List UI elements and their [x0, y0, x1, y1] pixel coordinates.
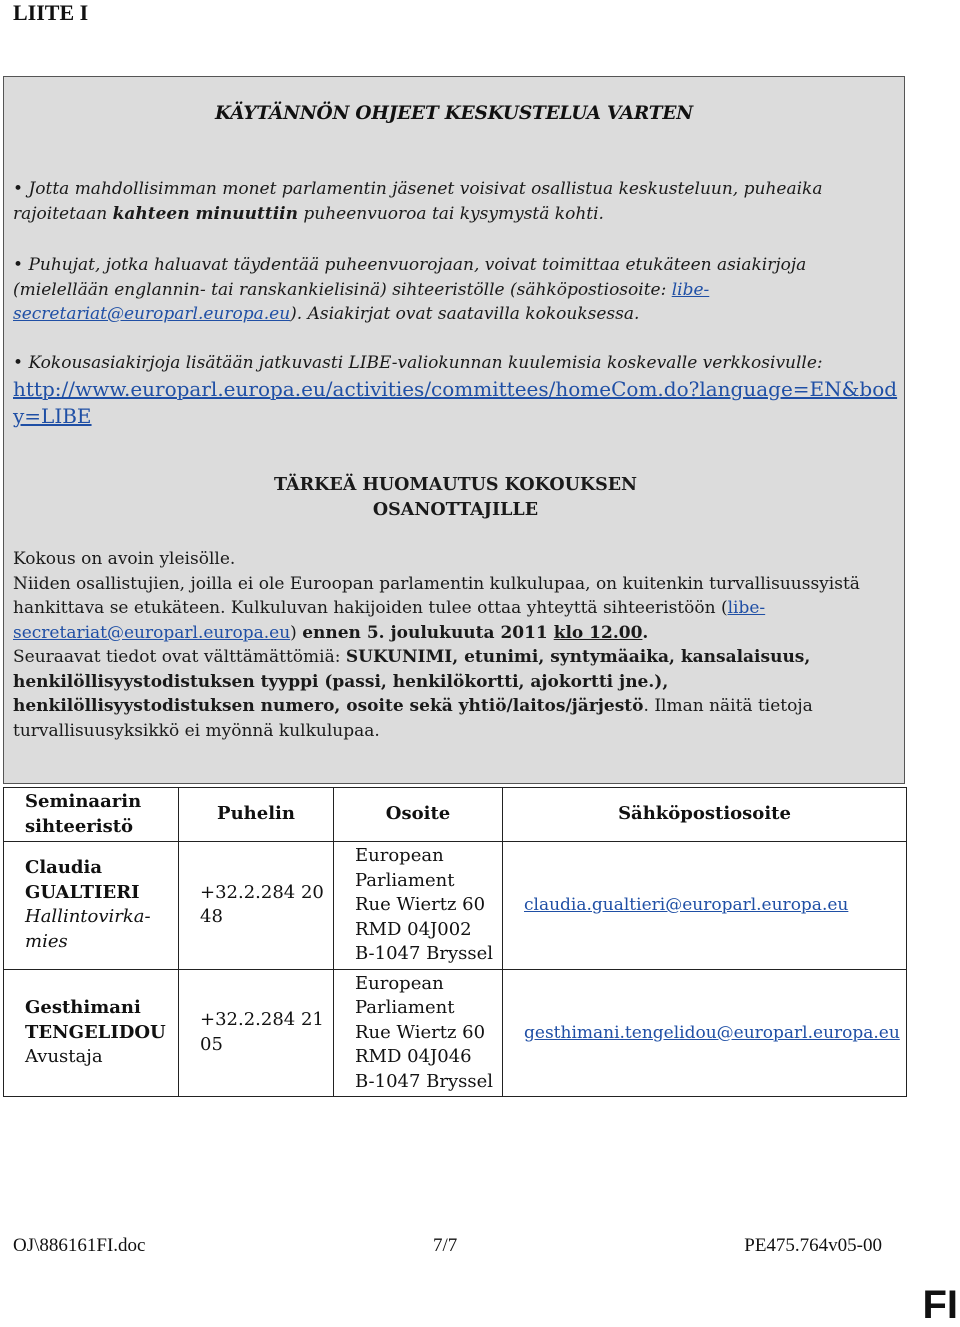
address-line: RMD 04J002 [355, 918, 472, 940]
address-line: B-1047 Bryssel [355, 1070, 494, 1092]
contact-role: Avustaja [25, 1046, 103, 1067]
contact-last-name: GUALTIERI [25, 881, 140, 903]
bullet-icon: • [13, 353, 24, 373]
header-secretariat: Seminaarin sihteeristö [4, 788, 179, 842]
bullet-icon: • [13, 179, 24, 199]
notice-public: Kokous on avoin yleisölle. [13, 549, 236, 569]
libe-website-link[interactable]: http://www.europarl.europa.eu/activities/committees/homeCom.do?language=EN&body=LIBE [13, 376, 898, 428]
address-line: Parliament [355, 997, 455, 1018]
contact-email-link[interactable]: gesthimani.tengelidou@europarl.europa.eu [524, 1022, 900, 1043]
notice-deadline: ennen 5. joulukuuta 2011 [302, 622, 554, 643]
notice-email-link[interactable]: libe-secretariat@europarl.europa.eu [13, 598, 766, 643]
bullet-icon: • [13, 255, 24, 275]
bullet-website [13, 351, 898, 431]
notice-required-text: Seuraavat tiedot ovat välttämättömiä: [13, 647, 346, 667]
address-line: RMD 04J046 [355, 1046, 472, 1067]
language-code: FI [922, 1283, 958, 1327]
contact-phone: +32.2.284 21 05 [179, 969, 334, 1097]
secretariat-contacts-table [3, 787, 907, 1097]
notice-required-tail: . Ilman näitä tietoja turvallisuusyksikkö ei myönnä kulkulupaa. [13, 696, 813, 741]
bullet1-text: Jotta mahdollisimman monet parlamentin jäsenet voisivat osallistua keskusteluun, puheaika rajoitetaan [13, 179, 823, 224]
header-phone: Puhelin [179, 788, 334, 842]
contact-last-name: TENGELIDOU [25, 1021, 166, 1043]
contact-name-cell [4, 969, 179, 1097]
annex-title: LIITE I [13, 0, 89, 25]
table-row [4, 842, 907, 970]
contact-phone: +32.2.284 20 48 [179, 842, 334, 970]
notice-required-fields: SUKUNIMI, etunimi, syntymäaika, kansalaisuus, henkilöllisyystodistuksen tyyppi (passi, henkilökortti, ajokortti jne.), henkilöllisyystodistuksen numero, osoite sekä yhtiö/laitos/järjestö [13, 647, 811, 716]
address-line: European [355, 972, 444, 994]
address-line: Rue Wiertz 60 [355, 894, 486, 915]
bullet1-bold: kahteen minuuttiin [112, 203, 298, 224]
contact-address [334, 969, 503, 1097]
notice-required-info [13, 645, 898, 743]
notice-deadline-dot: . [642, 622, 649, 643]
header-email: Sähköpostiosoite [503, 788, 907, 842]
footer-pe-ref: PE475.764v05-00 [744, 1235, 882, 1256]
notice-access-text: Niiden osallistujien, joilla ei ole Euroopan parlamentin kulkulupaa, on kuitenkin turvallisuussyistä hankittava se etukäteen. Kulkuluvan hakijoiden tulee ottaa yhteyttä sihteeristöön ( [13, 573, 860, 618]
bullet-documents [13, 253, 898, 327]
bullet1-tail: puheenvuoroa tai kysymystä kohti. [298, 203, 604, 224]
secretariat-email-link[interactable]: libe-secretariat@europarl.europa.eu [13, 279, 710, 324]
table-row [4, 969, 907, 1097]
address-line: B-1047 Bryssel [355, 943, 494, 964]
box-heading: KÄYTÄNNÖN OHJEET KESKUSTELUA VARTEN [215, 103, 693, 124]
practical-instructions-box [3, 76, 905, 784]
address-line: European [355, 845, 444, 866]
notice-access-pass [13, 572, 898, 646]
contact-first-name: Claudia [25, 857, 103, 879]
contact-role: Hallintovirka-mies [25, 906, 151, 952]
contact-email-cell [503, 842, 907, 970]
bullet2-tail: ). Asiakirjat ovat saatavilla kokouksessa. [290, 304, 640, 324]
notice-body [13, 547, 898, 743]
notice-heading-line2: OSANOTTAJILLE [372, 500, 539, 520]
contact-email-cell [503, 969, 907, 1097]
notice-heading [13, 473, 898, 523]
bullet3-text: Kokousasiakirjoja lisätään jatkuvasti LIBE-valiokunnan kuulemisia koskevalle verkkosivulle: [28, 353, 823, 373]
header-address: Osoite [334, 788, 503, 842]
bullet2-text: Puhujat, jotka haluavat täydentää puheenvuorojaan, voivat toimittaa etukäteen asiakirjoja (mielellään englannin- tai ranskankielisinä) sihteeristölle (sähköpostiosoite: [13, 255, 807, 300]
contact-address [334, 842, 503, 970]
address-line: Parliament [355, 869, 455, 891]
notice-access-paren: ) [290, 622, 303, 643]
table-header-row [4, 788, 907, 842]
contact-first-name: Gesthimani [25, 997, 141, 1018]
bullet-speaking-time [13, 177, 898, 226]
address-line: Rue Wiertz 60 [355, 1021, 486, 1043]
contact-email-link[interactable]: claudia.gualtieri@europarl.europa.eu [524, 895, 849, 915]
footer-doc-ref: OJ\886161FI.doc [13, 1235, 146, 1256]
contact-name-cell [4, 842, 179, 970]
notice-heading-line1: TÄRKEÄ HUOMAUTUS KOKOUKSEN [273, 475, 638, 495]
notice-deadline-time: klo 12.00 [553, 622, 643, 643]
footer-page-number: 7/7 [433, 1235, 458, 1256]
